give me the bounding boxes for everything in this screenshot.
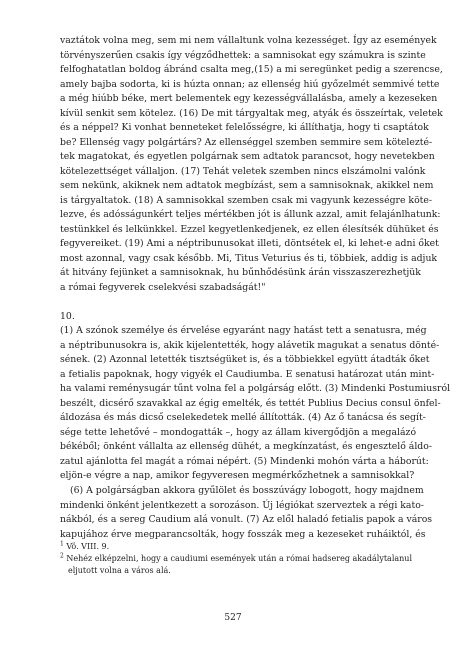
text-line: sége tette lehetővé – mondogatták –, hogy az állam kivergődjön a megalázó bbox=[60, 426, 417, 438]
chapter-number: 10. bbox=[60, 310, 75, 322]
text-line: is tárgyaltatok. (18) A samnisokkal szemben csak mi vagyunk kezességre köte- bbox=[60, 194, 433, 206]
footnote-mark: 1 bbox=[60, 540, 64, 548]
text-line: a még hiúbb béke, mert belementek egy kezességvállalásba, amely a kezeseken bbox=[60, 93, 438, 105]
text-line: sem nekünk, akiknek nem adtatok megbízást, sem a samnisoknak, akikkel nem bbox=[60, 180, 434, 192]
text-line: a fetialis papoknak, hogy vigyék el Caudiumba. E senatusi határozat után mint- bbox=[60, 368, 435, 380]
main-text bbox=[60, 34, 451, 542]
text-line: békéből; önként vállalta az ellenség dühét, a megkínzatást, és engesztelő áldo- bbox=[60, 441, 432, 453]
text-line: és a néppel? Ki vonhat benneteket felelősségre, ki állíthatja, hogy ti csaptátok bbox=[60, 122, 429, 134]
text-line: (1) A szónok személye és érvelése egyaránt nagy hatást tett a senatusra, még bbox=[60, 325, 427, 337]
footnote bbox=[60, 552, 413, 565]
text-line: vaztátok volna meg, sem mi nem vállaltunk volna kezességet. Így az események bbox=[60, 35, 437, 46]
blank-line bbox=[60, 295, 406, 310]
footnotes bbox=[60, 540, 413, 577]
footnote-mark: 2 bbox=[60, 552, 64, 560]
footnote-continuation: eljutott volna a város alá. bbox=[68, 566, 171, 575]
text-line: testünkkel és lelkünkkel. Ezzel kegyetlenkedjenek, ez ellen élesítsék dühüket és bbox=[60, 223, 439, 235]
text-line: zatul ajánlotta fel magát a római népért. (5) Mindenki mohón várta a háborút: bbox=[60, 455, 429, 467]
text-line: mindenki önként jelentkezett a sorozáson. Új légiókat szerveztek a régi kato- bbox=[60, 499, 424, 511]
text-line: eljön-e végre a nap, amikor fegyveresen megmérkőzhetnek a samnisokkal? bbox=[60, 470, 415, 482]
footnote bbox=[60, 541, 406, 553]
footnote-text: Vö. VIII. 9. bbox=[66, 542, 110, 551]
text-line: ha valami reménysugár tűnt volna fel a polgárság előtt. (3) Mindenki Postumiusról bbox=[60, 383, 451, 395]
text-line: a néptribunusokra is, akik kijelentették, hogy alávetik magukat a senatus dönté- bbox=[60, 339, 440, 351]
text-line: törvényszerűen csakis így végződhettek: a samnisokat egy számukra is szinte bbox=[60, 49, 426, 61]
text-line: kapujához érve megparancsolták, hogy fosszák meg a kezeseket ruháiktól, és bbox=[60, 528, 426, 540]
text-line: sének. (2) Azonnal letették tisztségüket is, és a többiekkel együtt átadták őket bbox=[60, 354, 430, 366]
text-line: lezve, és adósságunkért teljes mértékben jót is állunk azzal, amit felajánlhatunk: bbox=[60, 209, 441, 221]
text-line: a római fegyverek cselekvési szabadságát!" bbox=[60, 281, 266, 293]
text-line: nákból, és a sereg Caudium alá vonult. (7) Az elől haladó fetialis papok a város bbox=[60, 514, 433, 526]
text-line: (6) A polgárságban akkora gyűlölet és bosszúvágy lobogott, hogy majdnem bbox=[70, 484, 424, 496]
text-line: tek magatokat, és egyetlen polgárnak sem adtatok parancsot, hogy nevetekben bbox=[60, 151, 435, 163]
text-line: kívül senkit sem kötelez. (16) De mit tárgyaltak meg, atyák és összeírtak, veletek bbox=[60, 107, 443, 119]
text-line: áldozása és más dicső cselekedetek mellé állították. (4) Az ő tanácsa és segít- bbox=[60, 412, 426, 424]
text-line: felfoghatatlan boldog ábránd csalta meg,(15) a mi seregünket pedig a szerencse, bbox=[60, 64, 443, 76]
text-line: be? Ellenség vagy polgártárs? Az ellenséggel szemben semmire sem kötelezté- bbox=[60, 136, 433, 148]
page-number: 527 bbox=[224, 613, 242, 623]
text-line: fegyvereiket. (19) Ami a néptribunusokat illeti, döntsétek el, ki lehet-e adni őket bbox=[60, 238, 439, 250]
text-line: beszélt, dicsérő szavakkal az égig emelték, és tettét Publius Decius consul önfel- bbox=[60, 397, 441, 409]
text-line: amely bajba sodorta, ki is húzta onnan; az ellenség hiú győzelmét semmivé tette bbox=[60, 78, 440, 90]
footnote-text: Nehéz elképzelni, hogy a caudiumi események után a római hadsereg akadálytalanul bbox=[66, 554, 413, 563]
text-line: most azonnal, vagy csak később. Mi, Titus Veturius és ti, többiek, addig is adjuk bbox=[60, 252, 438, 264]
text-line: kötelezettséget vállaljon. (17) Tehát veletek szemben nincs elszámolni valónk bbox=[60, 165, 426, 177]
text-line: át hitvány fejünket a samnisoknak, hu bűnhődésünk árán visszaszerezhetjük bbox=[60, 267, 421, 279]
